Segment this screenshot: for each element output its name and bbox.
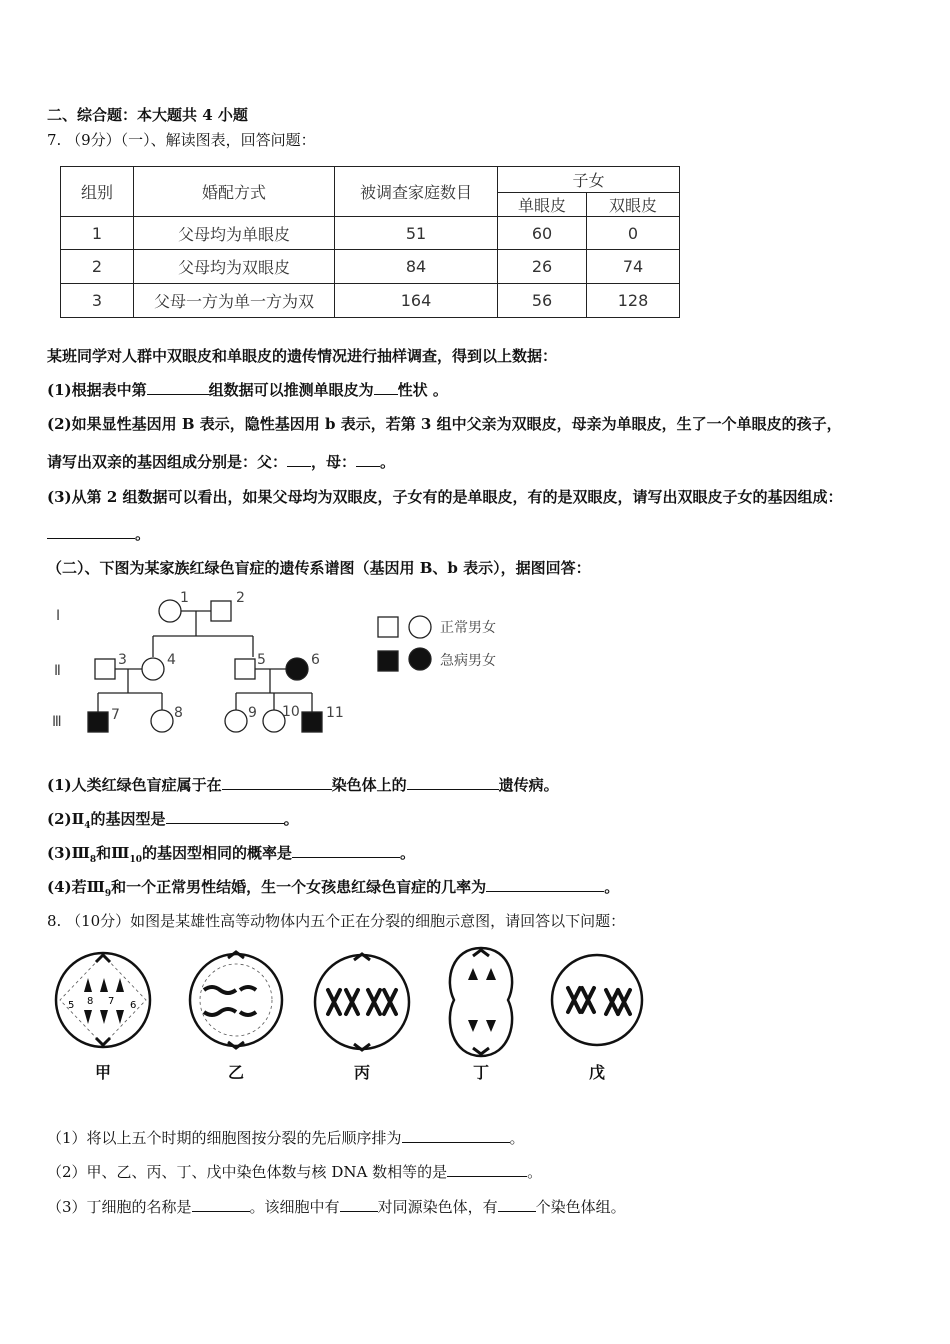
cell-yi <box>190 952 282 1048</box>
svg-text:8: 8 <box>87 996 94 1007</box>
table-cell: 26 <box>498 250 587 284</box>
table-row <box>61 217 680 250</box>
table-cell: 父母均为双眼皮 <box>134 250 335 284</box>
legend-normal-label: 正常男女 <box>440 620 496 636</box>
individual-number: 11 <box>326 705 344 721</box>
answer-blank[interactable] <box>47 524 135 539</box>
q7-question-3-line-2 <box>47 523 150 544</box>
cell-bing <box>315 954 409 1050</box>
individual-number: 9 <box>248 705 257 721</box>
legend-female-affected <box>409 648 431 670</box>
subscript: 8 <box>89 855 97 865</box>
answer-blank[interactable] <box>147 380 209 395</box>
pedigree-male-normal <box>235 659 255 679</box>
answer-blank[interactable] <box>407 775 499 790</box>
q8-q2-text: 。 <box>527 1163 543 1181</box>
table-cell: 84 <box>335 250 498 284</box>
section-title: 二、综合题：本大题共 4 小题 <box>47 106 248 124</box>
table-cell: 1 <box>61 217 134 250</box>
pedigree-male-affected <box>302 712 322 732</box>
answer-blank[interactable] <box>402 1128 510 1143</box>
q8-header: 8. （10分）如图是某雄性高等动物体内五个正在分裂的细胞示意图，请回答以下问题： <box>47 912 626 930</box>
q7-question-3-line-1: (3)从第 2 组数据可以看出，如果父母均为双眼皮，子女有的是单眼皮，有的是双眼皮，请写出双眼皮子女的基因组成： <box>47 488 843 506</box>
table-header: 被调查家庭数目 <box>335 167 498 217</box>
q7-q1-text: 组数据可以推测单眼皮为 <box>208 381 374 399</box>
p2-q3-text: 。 <box>400 844 416 862</box>
table-subheader: 单眼皮 <box>498 193 587 217</box>
q7-q2-text: ，母： <box>311 453 357 471</box>
q7-question-1 <box>47 379 448 400</box>
individual-number: 8 <box>174 705 183 721</box>
table-cell: 128 <box>587 284 680 318</box>
p2-q4-text: 。 <box>604 878 620 896</box>
svg-text:5: 5 <box>68 1000 75 1011</box>
table-cell: 3 <box>61 284 134 318</box>
answer-blank[interactable] <box>192 1197 250 1212</box>
p2-question-3 <box>47 842 415 865</box>
table-cell: 2 <box>61 250 134 284</box>
generation-label: Ⅰ <box>56 608 61 624</box>
table-cell: 0 <box>587 217 680 250</box>
answer-blank[interactable] <box>447 1162 527 1177</box>
q7-header: 7. （9分）（一）、解读图表，回答问题： <box>47 131 316 149</box>
table-row <box>61 250 680 284</box>
generation-label: Ⅲ <box>52 714 62 730</box>
individual-number: 10 <box>282 704 300 720</box>
table-cell: 父母均为单眼皮 <box>134 217 335 250</box>
cell-label: 甲 <box>95 1063 112 1082</box>
cell-label: 乙 <box>228 1063 245 1082</box>
individual-number: 4 <box>167 652 176 668</box>
pedigree-chart <box>40 585 540 745</box>
individual-number: 6 <box>311 652 320 668</box>
svg-text:7: 7 <box>108 996 115 1007</box>
p2-q3-text: 和Ⅲ <box>96 844 130 862</box>
q8-q3-text: 个染色体组。 <box>535 1198 626 1216</box>
q8-q3-text: 。该细胞中有 <box>249 1198 340 1216</box>
answer-blank[interactable] <box>374 380 398 395</box>
table-cell: 51 <box>335 217 498 250</box>
cell-label: 丁 <box>473 1063 490 1082</box>
q8-q3-text: （3）丁细胞的名称是 <box>47 1198 192 1216</box>
q7-q1-text: (1)根据表中第 <box>47 381 147 399</box>
answer-blank[interactable] <box>292 843 400 858</box>
legend-affected-label: 急病男女 <box>440 653 496 669</box>
q7-q2-text: 。 <box>380 453 396 471</box>
legend-female-normal <box>409 616 431 638</box>
p2-q4-text: 和一个正常男性结婚，生一个女孩患红绿色盲症的几率为 <box>111 878 487 896</box>
svg-text:6: 6 <box>130 1000 137 1011</box>
cell-division-figure <box>40 940 660 1090</box>
p2-q3-text: (3)Ⅲ <box>47 844 90 862</box>
q8-question-3 <box>47 1196 626 1217</box>
pedigree-female-affected <box>286 658 308 680</box>
answer-blank[interactable] <box>486 877 604 892</box>
q7-q1-text: 性状 。 <box>397 381 448 399</box>
p2-q1-text: 染色体上的 <box>331 776 407 794</box>
p2-q2-text: 。 <box>283 810 299 828</box>
cell-label: 丙 <box>354 1063 371 1082</box>
p2-question-4 <box>47 876 619 899</box>
individual-number: 3 <box>118 652 127 668</box>
generation-label: Ⅱ <box>54 663 61 679</box>
p2-q1-text: 遗传病。 <box>498 776 559 794</box>
subscript: 4 <box>84 821 91 831</box>
q8-question-1 <box>47 1127 525 1148</box>
q7-q3-text: 。 <box>135 525 151 543</box>
p2-q1-text: (1)人类红绿色盲症属于在 <box>47 776 222 794</box>
table-header: 子女 <box>498 167 680 193</box>
pedigree-male-normal <box>211 601 231 621</box>
answer-blank[interactable] <box>287 452 311 467</box>
table-cell: 父母一方为单一方为双 <box>134 284 335 318</box>
individual-number: 1 <box>180 590 189 606</box>
answer-blank[interactable] <box>356 452 380 467</box>
q7-question-2-line-2 <box>47 451 395 472</box>
pedigree-female-normal <box>151 710 173 732</box>
pedigree-female-normal <box>225 710 247 732</box>
cell-label: 戊 <box>589 1063 606 1082</box>
legend-male-affected <box>378 651 398 671</box>
p2-q4-text: (4)若Ⅲ <box>47 878 105 896</box>
answer-blank[interactable] <box>222 775 332 790</box>
individual-number: 5 <box>257 652 266 668</box>
legend-male-normal <box>378 617 398 637</box>
q8-question-2 <box>47 1161 542 1182</box>
subscript: 9 <box>104 889 112 899</box>
q8-q1-text: 。 <box>509 1129 525 1147</box>
q7-part2-header: （二）、下图为某家族红绿色盲症的遗传系谱图（基因用 B、b 表示），据图回答： <box>47 559 591 577</box>
p2-question-1 <box>47 774 559 795</box>
p2-question-2 <box>47 808 299 831</box>
cell-wu <box>552 955 642 1045</box>
pedigree-male-affected <box>88 712 108 732</box>
answer-blank[interactable] <box>498 1197 536 1212</box>
table-subheader: 双眼皮 <box>587 193 680 217</box>
individual-number: 2 <box>236 590 245 606</box>
q7-intro: 某班同学对人群中双眼皮和单眼皮的遗传情况进行抽样调查，得到以上数据： <box>47 347 558 365</box>
table-row <box>61 284 680 318</box>
p2-q2-text: 的基因型是 <box>90 810 166 828</box>
answer-blank[interactable] <box>166 809 284 824</box>
table-header: 组别 <box>61 167 134 217</box>
cell-ding <box>450 948 512 1056</box>
q8-q1-text: （1）将以上五个时期的细胞图按分裂的先后顺序排为 <box>47 1129 402 1147</box>
subscript: 10 <box>129 855 142 865</box>
q8-q3-text: 对同源染色体，有 <box>377 1198 498 1216</box>
cell-jia <box>56 953 150 1047</box>
q8-q2-text: （2）甲、乙、丙、丁、戊中染色体数与核 DNA 数相等的是 <box>47 1163 448 1181</box>
answer-blank[interactable] <box>340 1197 378 1212</box>
table-cell: 74 <box>587 250 680 284</box>
table-cell: 164 <box>335 284 498 318</box>
pedigree-female-normal <box>159 600 181 622</box>
table-cell: 60 <box>498 217 587 250</box>
table-header: 婚配方式 <box>134 167 335 217</box>
pedigree-male-normal <box>95 659 115 679</box>
table-cell: 56 <box>498 284 587 318</box>
individual-number: 7 <box>111 707 120 723</box>
q7-q2-text: 请写出双亲的基因组成分别是：父： <box>47 453 288 471</box>
p2-q2-text: (2)Ⅱ <box>47 810 85 828</box>
pedigree-female-normal <box>142 658 164 680</box>
p2-q3-text: 的基因型相同的概率是 <box>141 844 292 862</box>
inheritance-table <box>60 166 680 318</box>
q7-question-2-line-1: (2)如果显性基因用 B 表示，隐性基因用 b 表示，若第 3 组中父亲为双眼皮，母亲为单眼皮，生了一个单眼皮的孩子， <box>47 415 842 433</box>
